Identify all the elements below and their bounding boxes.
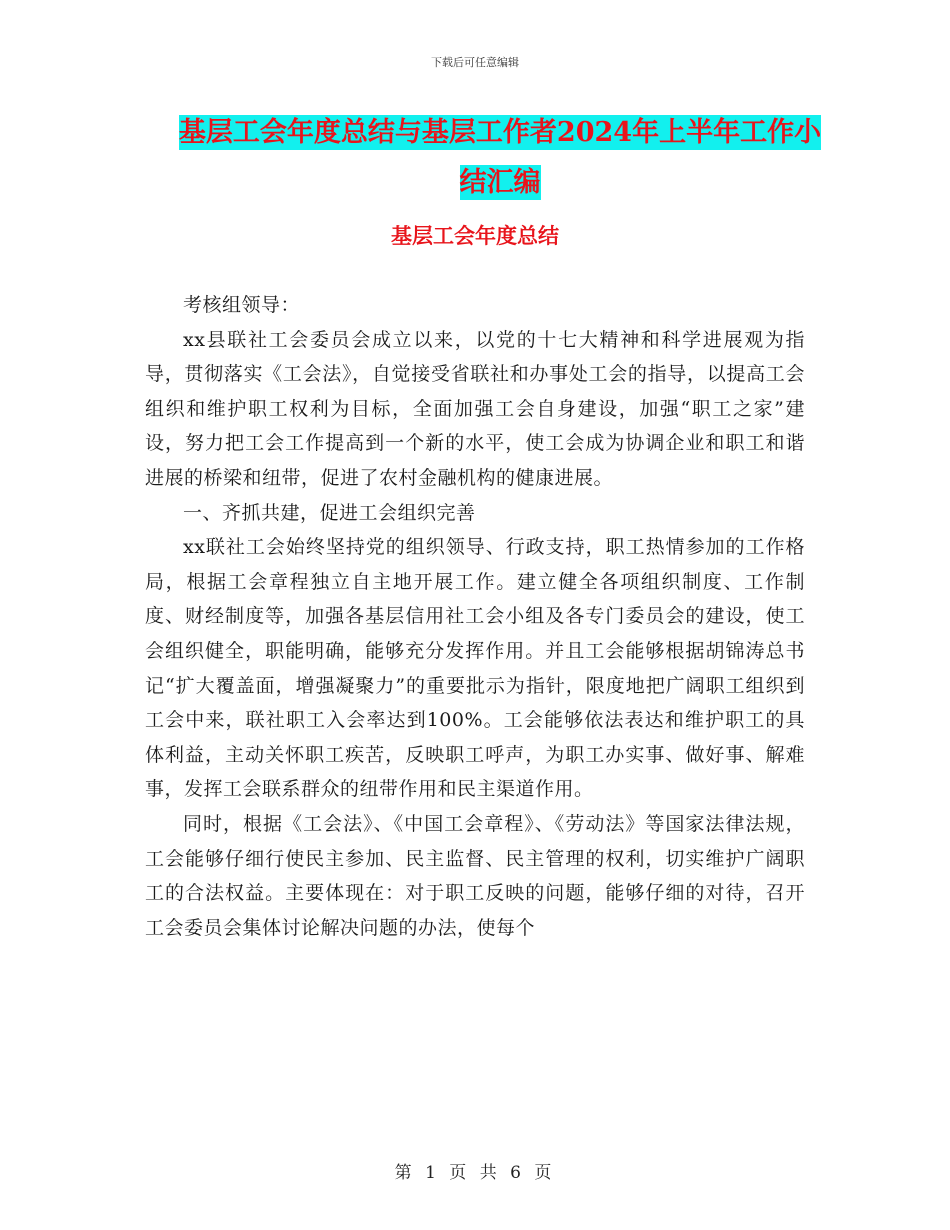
paragraph-heading-1: 一、齐抓共建，促进工会组织完善: [183, 501, 476, 524]
paragraph-salutation: 考核组领导：: [183, 294, 301, 316]
document-title-line-2: 结汇编: [459, 167, 541, 198]
document-title-line-1: 基层工会年度总结与基层工作者2024年上半年工作小: [178, 117, 822, 148]
section-title: 基层工会年度总结: [391, 223, 559, 248]
header-note: 下载后可任意编辑: [431, 56, 519, 69]
document-title: [150, 108, 850, 208]
paragraph-intro: xx县联社工会委员会成立以来，以党的十七大精神和科学进展观为指导，贯彻落实《工会法》，自觉接受省联社和办事处工会的指导，以提高工会组织和维护职工权利为目标，全面加强工会自身建设，加强“职工之家”建设，努力把工会工作提高到一个新的水平，使工会成为协调企业和职工和谐进展的桥梁和纽带，促进了农村金融机构的健康进展。: [145, 328, 805, 489]
paragraph-section-1: xx联社工会始终坚持党的组织领导、行政支持，职工热情参加的工作格局，根据工会章程独立自主地开展工作。建立健全各项组织制度、工作制度、财经制度等，加强各基层信用社工会小组及各专门委员会的建设，使工会组织健全，职能明确，能够充分发挥作用。并且工会能够根据胡锦涛总书记“扩大覆盖面，增强凝聚力”的重要批示为指针，限度地把广阔职工组织到工会中来，联社职工入会率达到100%。工会能够依法表达和维护职工的具体利益，主动关怀职工疾苦，反映职工呼声，为职工办实事、做好事、解难事，发挥工会联系群众的纽带作用和民主渠道作用。: [145, 536, 805, 801]
paragraph-section-1-cont: 同时，根据《工会法》、《中国工会章程》、《劳动法》等国家法律法规，工会能够仔细行使民主参加、民主监督、民主管理的权利，切实维护广阔职工的合法权益。主要体现在：对于职工反映的问题，能够仔细的对待，召开工会委员会集体讨论解决问题的办法，使每个: [145, 812, 805, 939]
page-footer: 第 1 页 共 6 页: [394, 1163, 556, 1183]
document-body: [145, 288, 805, 945]
